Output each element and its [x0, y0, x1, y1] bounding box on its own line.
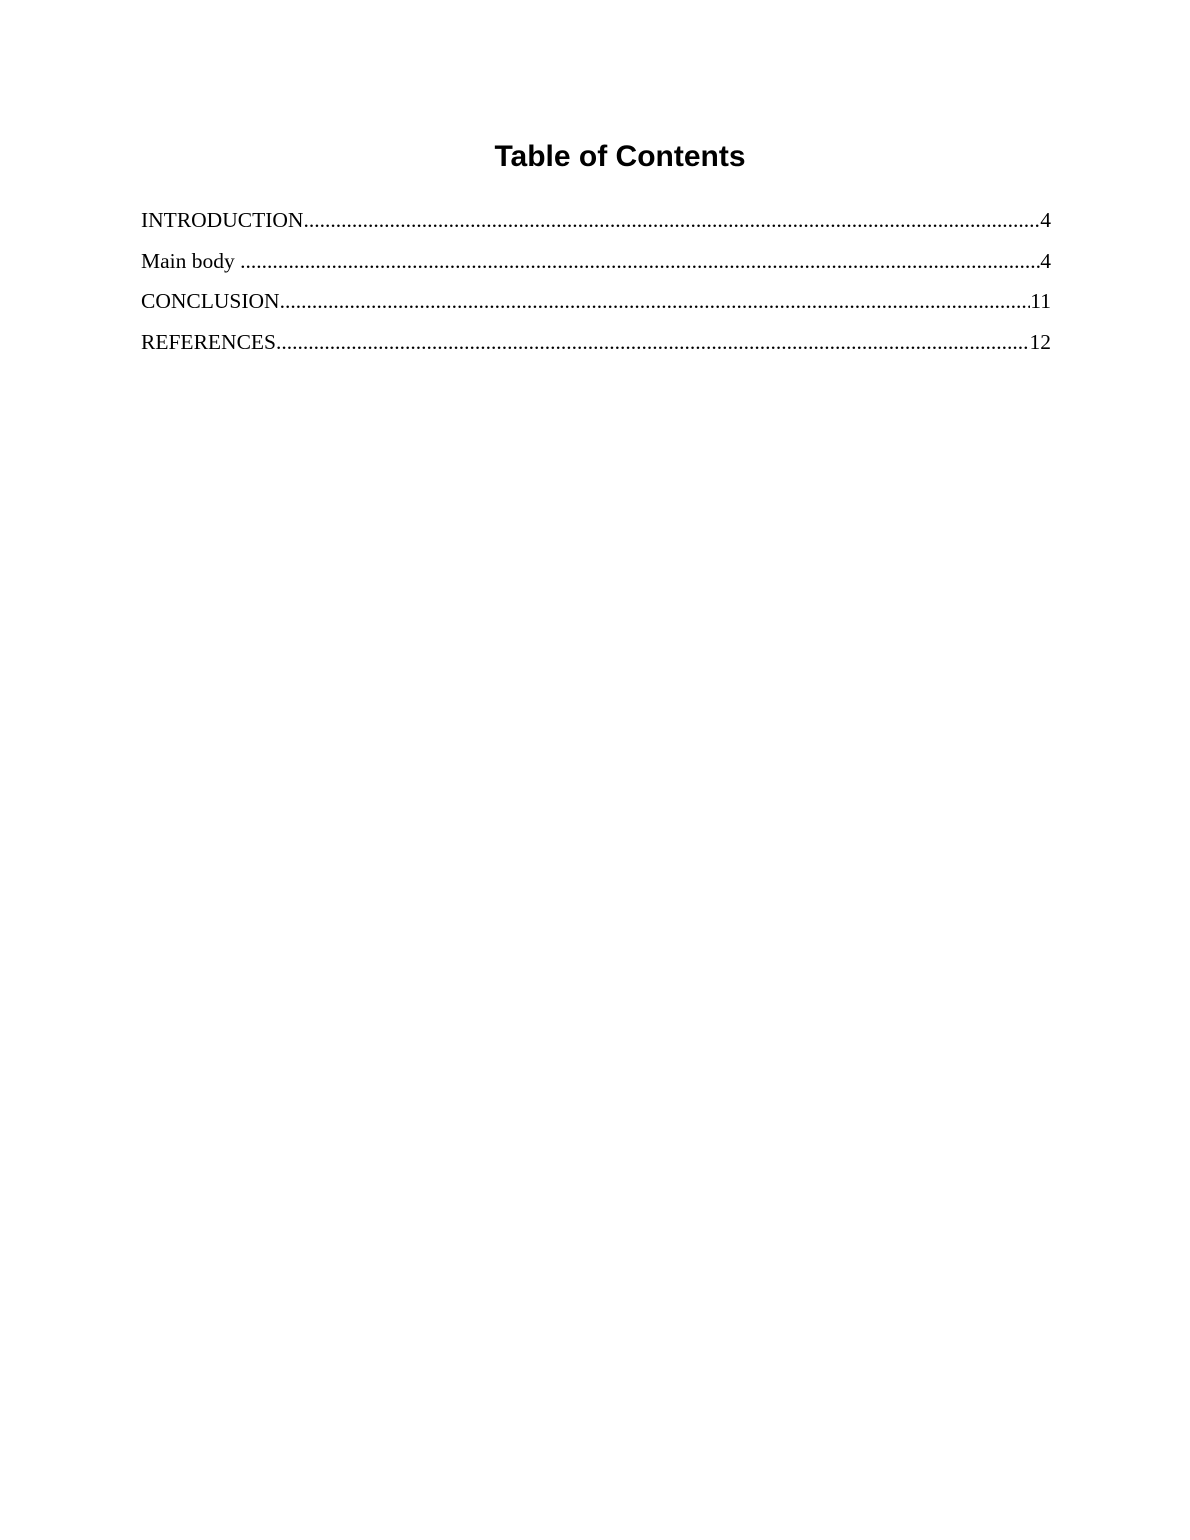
toc-dot-leader	[276, 325, 1030, 359]
toc-entry-main-body[interactable]	[141, 244, 1051, 285]
toc-entry-page-number: 4	[1040, 208, 1051, 232]
toc-entry-label: INTRODUCTION	[141, 208, 304, 232]
toc-entry-label: Main body	[141, 248, 241, 273]
toc-heading: Table of Contents	[494, 140, 746, 173]
toc-dot-leader	[280, 284, 1031, 318]
toc-entry-page-number: 11	[1030, 289, 1051, 313]
toc-entry-label: CONCLUSION	[141, 289, 280, 313]
toc-entry-introduction[interactable]	[141, 203, 1051, 244]
toc-dot-leader	[240, 244, 1040, 278]
toc-entry-page-number: 12	[1029, 329, 1051, 354]
toc-entry-label: REFERENCES	[141, 329, 276, 354]
toc-entry-page-number: 4	[1040, 248, 1051, 273]
toc-entry-conclusion[interactable]	[141, 284, 1051, 325]
toc-list	[141, 203, 1051, 365]
toc-dot-leader	[303, 203, 1040, 237]
toc-entry-references[interactable]	[141, 325, 1051, 366]
